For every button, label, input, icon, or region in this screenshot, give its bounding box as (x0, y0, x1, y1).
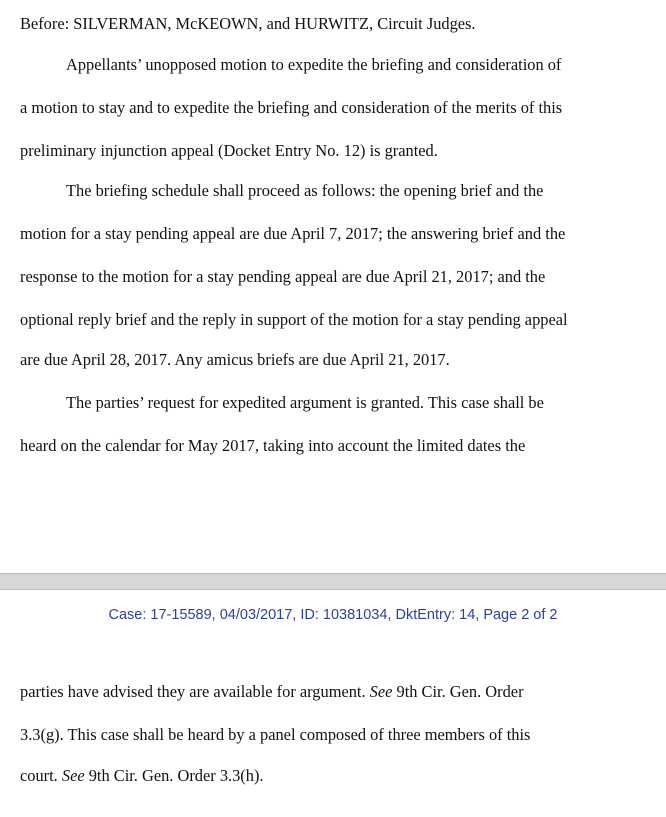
panel-line: Before: SILVERMAN, McKEOWN, and HURWITZ, Circuit Judges. (20, 14, 476, 33)
order-line: preliminary injunction appeal (Docket Entry No. 12) is granted. (20, 141, 438, 160)
order-line: Appellants’ unopposed motion to expedite the briefing and consideration of (66, 55, 562, 74)
order-line (20, 682, 524, 702)
page-separator (0, 573, 666, 590)
citation-text: 9th Cir. Gen. Order (392, 682, 524, 701)
order-line: a motion to stay and to expedite the briefing and consideration of the merits of this (20, 98, 563, 117)
line-text: court. (20, 766, 62, 785)
order-line: heard on the calendar for May 2017, taking into account the limited dates the (20, 436, 526, 455)
order-line (20, 766, 264, 786)
see-citation-signal: See (369, 682, 393, 701)
order-line: optional reply brief and the reply in support of the motion for a stay pending appeal (20, 310, 568, 329)
line-text: parties have advised they are available for argument. (20, 682, 370, 701)
order-line: The parties’ request for expedited argument is granted. This case shall be (66, 393, 544, 412)
order-line: are due April 28, 2017. Any amicus briefs are due April 21, 2017. (20, 350, 450, 369)
order-line: motion for a stay pending appeal are due April 7, 2017; the answering brief and the (20, 224, 566, 243)
order-line: The briefing schedule shall proceed as follows: the opening brief and the (66, 181, 544, 200)
order-line: 3.3(g). This case shall be heard by a panel composed of three members of this (20, 725, 531, 744)
citation-text: 9th Cir. Gen. Order 3.3(h). (84, 766, 264, 785)
order-line: response to the motion for a stay pending appeal are due April 21, 2017; and the (20, 267, 546, 286)
case-header-stamp: Case: 17-15589, 04/03/2017, ID: 10381034, DktEntry: 14, Page 2 of 2 (108, 607, 558, 623)
see-citation-signal: See (61, 766, 85, 785)
